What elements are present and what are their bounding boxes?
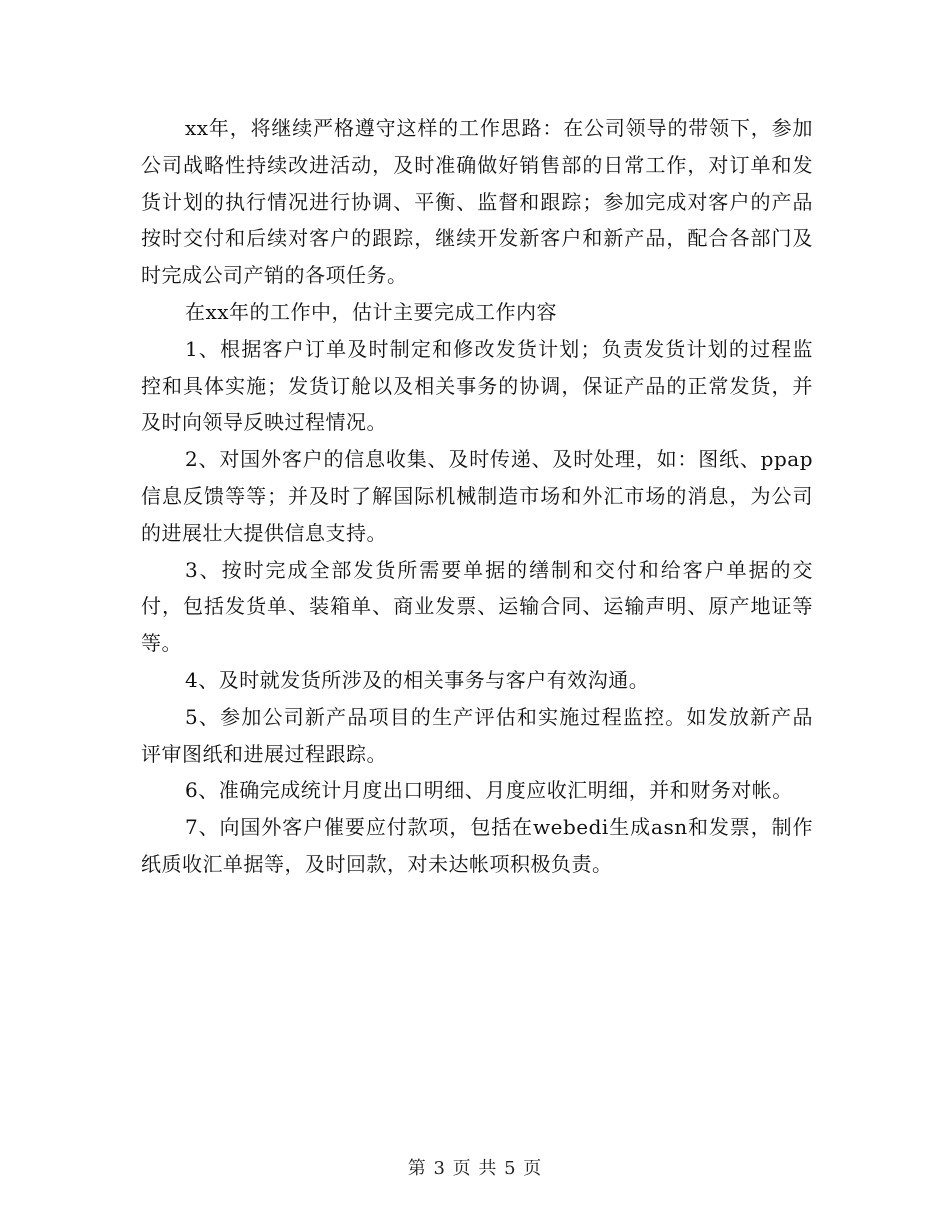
page-footer: 第 3 页 共 5 页 [407, 1158, 543, 1179]
paragraph-item-7: 7、向国外客户催要应付款项，包括在webedi生成asn和发票，制作纸质收汇单据等，及时回款，对未达帐项积极负责。 [141, 815, 813, 876]
paragraph-intro: xx年，将继续严格遵守这样的工作思路：在公司领导的带领下，参加公司战略性持续改进活动，及时准确做好销售部的日常工作，对订单和发货计划的执行情况进行协调、平衡、监督和跟踪；参加完成对客户的产品按时交付和后续对客户的跟踪，继续开发新客户和新产品，配合各部门及时完成公司产销的各项任务。 [141, 116, 813, 288]
document-body [141, 110, 813, 883]
paragraph-item-3: 3、按时完成全部发货所需要单据的缮制和交付和给客户单据的交付，包括发货单、装箱单、商业发票、运输合同、运输声明、原产地证等等。 [141, 557, 813, 656]
paragraph-heading: 在xx年的工作中，估计主要完成工作内容 [185, 299, 558, 324]
paragraph-item-1: 1、根据客户订单及时制定和修改发货计划；负责发货计划的过程监控和具体实施；发货订舱以及相关事务的协调，保证产品的正常发货，并及时向领导反映过程情况。 [141, 336, 813, 435]
paragraph-item-6: 6、准确完成统计月度出口明细、月度应收汇明细，并和财务对帐。 [185, 778, 793, 803]
paragraph-item-4: 4、及时就发货所涉及的相关事务与客户有效沟通。 [185, 667, 650, 692]
paragraph-item-2: 2、对国外客户的信息收集、及时传递、及时处理，如：图纸、ppap信息反馈等等；并及时了解国际机械制造市场和外汇市场的消息，为公司的进展壮大提供信息支持。 [141, 447, 813, 545]
paragraph-item-5: 5、参加公司新产品项目的生产评估和实施过程监控。如发放新产品评审图纸和进展过程跟踪。 [141, 704, 813, 766]
